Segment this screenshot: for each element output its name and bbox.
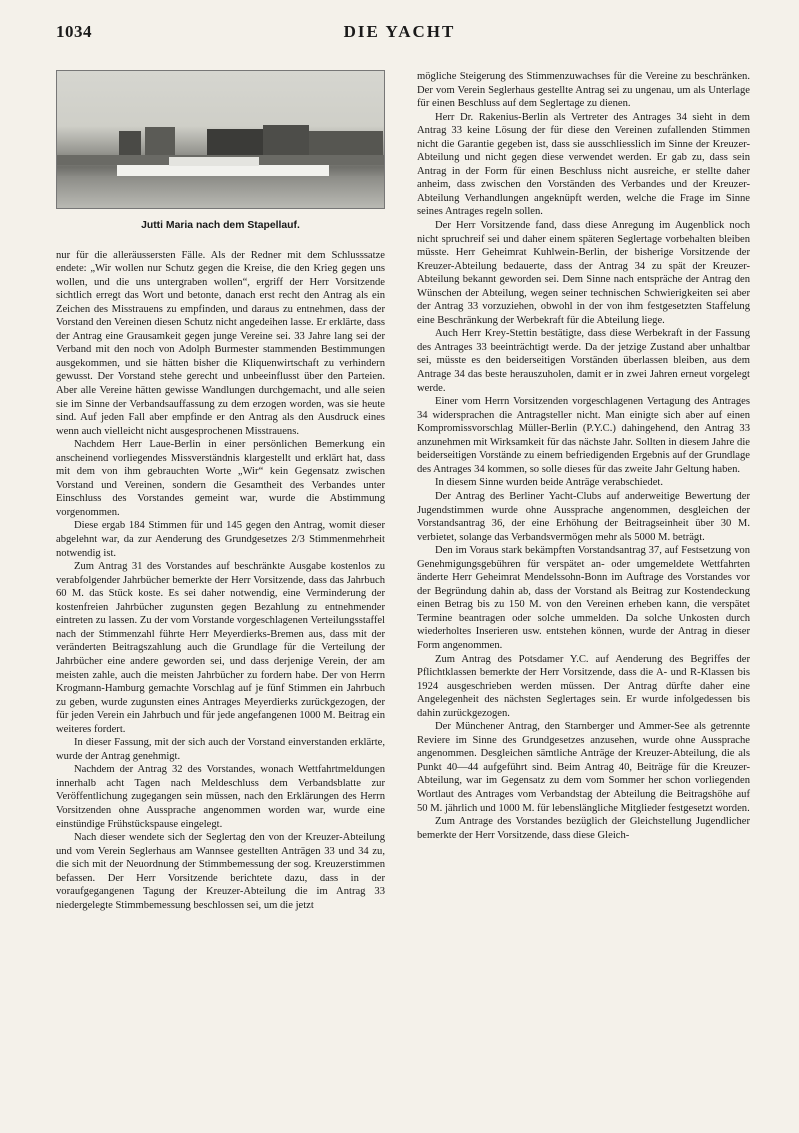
paragraph: Der Münchener Antrag, den Starnberger und Ammer-See als getrennte Reviere im Sinne des Grundgesetzes anzusehen, wurde ohne Aussprache angenommen. Desgleichen sämtliche Anträge der Kreuzer-Abteilung, die als Punkt 40—44 aufgeführt sind. Beim Antrag 40, Beiträge für die Kreuzer-Abteilung, war im Gegensatz zu dem vom Sommer her schon vorliegenden Wortlaut des Antrages vom Verbandstag der Abteilung die Beitragshöhe auf 50 M. jährlich und 1000 M. für lebenslängliche Mitglieder festgesetzt worden. xyxy=(417,721,750,814)
paragraph: Diese ergab 184 Stimmen für und 145 gegen den Antrag, womit dieser abgelehnt war, da zur Aenderung des Grundgesetzes 2/3 Stimmenmehrheit notwendig ist. xyxy=(56,520,385,559)
paragraph: Zum Antrag des Potsdamer Y.C. auf Aenderung des Begriffes der Pflichtklassen bemerkte der Herr Vorsitzende, dass die A- und R-Klassen bis 1924 ausgeschrieben werden müssen. Der Antrag dürfte daher eine Angelegenheit des nächsten Seglertages sein. Er wurde infolgedessen bis dahin zurückgezogen. xyxy=(417,653,750,719)
paragraph: Der Antrag des Berliner Yacht-Clubs auf anderweitige Bewertung der Jugendstimmen wurde ohne Aussprache angenommen, desgleichen der Vorstandsantrag 36, der eine Erhöhung der Beitragseinheit über 30 M. verbietet, solange das Verbandsvermögen mehr als 5000 M. beträgt. xyxy=(417,490,750,543)
left-column xyxy=(56,70,385,912)
paragraph: nur für die alleräussersten Fälle. Als der Redner mit dem Schlusssatze endete: „Wir wollen nur Schutz gegen die Kreise, die den Krieg gegen uns wollen, und die uns untergraben wollen“, ergriff der Herr Vorsitzende sichtlich erregt das Wort und betonte, danach erst recht den Antrag als ein Zeichen des Misstrauens zu empfinden, und daraus zu entnehmen, dass der Vorstand den Vereinen diesen Schutz nicht angedeihen lasse. Er erklärte, dass der Antrag eine Grausamkeit gegen junge Vereine sei. 33 Jahre lang sei der Verband mit den noch von Adolph Burmester stammenden Bestimmungen ausgekommen, und sie hätten bisher die Kliquenwirtschaft zu verhindern gewusst. Der Vorstand stehe gerecht und unbeeinflusst über den Parteien. Aber alle Vereine hätten gewisse Wandlungen durchgemacht, und alle seien sie im Sinne der Verbandsauffassung zu dem erzogen worden, was sie heute sind. Auf jeden Fall aber empfinde er den Antrag als den Ausdruck eines wenn auch vielleicht nicht ausgesprochenen Misstrauens. xyxy=(56,249,385,437)
right-column xyxy=(417,70,750,842)
paragraph: Nachdem Herr Laue-Berlin in einer persönlichen Bemerkung ein anscheinend vorliegendes Missverständnis klargestellt und erklärt hat, dass mit dem von ihm gebrauchten Worte „Wir“ kein Gegensatz zwischen Vorstand und Vereinen, sondern die Gesamtheit des Verbandes unter Einschluss des Vorstandes gemeint war, wurde die Abstimmung vorgenommen. xyxy=(56,439,385,518)
paragraph: Nach dieser wendete sich der Seglertag den von der Kreuzer-Abteilung und vom Verein Seglerhaus am Wannsee gestellten Anträgen 33 und 34 zu, die sich mit der Neuordnung der Stimmbemessung der sog. Kreuzerstimmen befassen. Der Herr Vorsitzende berichtete dazu, dass in der voraufgegangenen Tagung der Kreuzer-Abteilung die im Antrag 33 niedergelegte Stimmbemessung beschlossen sei, um die jetzt xyxy=(56,832,385,911)
paragraph: Den im Voraus stark bekämpften Vorstandsantrag 37, auf Festsetzung von Genehmigungsgebühren für verspätet an- oder umgemeldete Wettfahrten änderte Herr Geheimrat Mendelssohn-Bonn im Auftrage des Vorstandes vor der Begründung dahin ab, dass der Vorstand als Beitrag zur Kostendeckung einen Betrag bis zu 150 M. von den Vereinen erheben kann, die verspätet Termine beantragen oder solche ummelden. Da solche Unkosten durch wiederholtes Inserieren usw. entstehen können, wurde der Antrag in dieser Form angenommen. xyxy=(417,545,750,651)
paragraph: Der Herr Vorsitzende fand, dass diese Anregung im Augenblick noch nicht spruchreif sei und daher einem späteren Seglertage vorbehalten bleiben müsste. Herr Geheimrat Kuhlwein-Berlin, der bisherige Vorsitzende der Kreuzer-Abteilung bedauerte, dass der Antrag 34 zu spät der Kreuzer-Abteilung bekannt geworden sei. Dem Sinne nach entspräche der Antrag den Wünschen der Abteilung, wegen seiner technischen Schwierigkeiten sei aber der Antrag 33 vorzuziehen, obwohl in der von ihm festgesetzten Staffelung eine Beschränkung der Werbekraft für die Abteilung liege. xyxy=(417,220,750,326)
page-number: 1034 xyxy=(56,22,92,41)
figure-caption: Jutti Maria nach dem Stapellauf. xyxy=(141,220,300,231)
paragraph: Auch Herr Krey-Stettin bestätigte, dass diese Werbekraft in der Fassung des Antrages 33 beeinträchtigt werde. Da der jetzige Zustand aber unhaltbar sei, müsste es den beiderseitigen Vorständen überlassen bleiben, aus dem Antrage 34 das beste herauszuholen, damit er in zwei Jahren erneut vorgelegt werde. xyxy=(417,328,750,394)
paragraph: Einer vom Herrn Vorsitzenden vorgeschlagenen Vertagung des Antrages 34 widersprachen die Antragsteller nicht. Man einigte sich aber auf einen Kompromissvorschlag Müller-Berlin (P.Y.C.) dahingehend, den Antrag 33 anzunehmen mit Wirksamkeit für das nächste Jahr. Sollten in diesem Jahre die beiderseitigen Vorstände zu einem befriedigenden Ergebnis auf der Grundlage des Antrages 34 kommen, so solle dieses für das zweite Jahr Geltung haben. xyxy=(417,396,750,475)
paragraph: mögliche Steigerung des Stimmenzuwachses für die Vereine zu beschränken. Der vom Verein Seglerhaus gestellte Antrag sei zu ungenau, um als Unterlage für einen Beschluss auf dem Seglertage zu dienen. xyxy=(417,71,750,110)
yacht-photo xyxy=(56,70,385,209)
paragraph: Herr Dr. Rakenius-Berlin als Vertreter des Antrages 34 sieht in dem Antrag 33 keine Lösung der für diese den Vereinen zufallenden Stimmen nicht die Garantie gegeben ist, dass sie ausschliesslich im Sinne der Kreuzer-Abteilung und nicht gegen diese verwendet werden. Er gab zu, dass sein Antrag in der Form für einen Beschluss nicht ausreiche, er stellte daher anheim, dass zwischen den Vorständen des Verbandes und der Kreuzer-Abteilung Verhandlungen angeknüpft werden, welche die Frage im Sinne seines Antrages regeln sollen. xyxy=(417,111,750,218)
paragraph: In dieser Fassung, mit der sich auch der Vorstand einverstanden erklärte, wurde der Antrag genehmigt. xyxy=(56,737,385,762)
paragraph: Zum Antrage des Vorstandes bezüglich der Gleichstellung Jugendlicher bemerkte der Herr Vorsitzende, dass diese Gleich- xyxy=(417,816,750,841)
paragraph: In diesem Sinne wurden beide Anträge verabschiedet. xyxy=(435,477,663,489)
page-header-title: DIE YACHT xyxy=(343,22,456,41)
paragraph: Zum Antrag 31 des Vorstandes auf beschränkte Ausgabe kostenlos zu verabfolgender Jahrbücher bemerkte der Herr Vorsitzende, dass das Jahrbuch 60 M. das Stück koste. Es sei daher notwendig, eine Verminderung der kostenfreien Jahrbücher zugunsten gegen Bezahlung zu entnehmender eintreten zu lassen. Zu der vom Vorstande vorgeschlagenen Verteilungsstaffel nach der Stimmenzahl führte Herr Meyerdierks-Bremen aus, dass mit der veränderten Beitragszahlung auch die Grundlage für die Verteilung der Jahrbücher eine andere geworden sei, und dass derjenige Verein, der am meisten zahle, auch die meisten Jahrbücher zu fordern habe. Der von Herrn Krogmann-Hamburg gemachte Vorschlag auf je fünf Stimmen ein Jahrbuch zu geben, wurde zugunsten eines Antrages Meyerdierks zurückgezogen, der für jeden Verein ein Jahrbuch und für jede angefangenen 1000 M. Beitrag ein weiteres fordert. xyxy=(56,561,385,735)
paragraph: Nachdem der Antrag 32 des Vorstandes, wonach Wettfahrtmeldungen innerhalb acht Tagen nach Meldeschluss dem Verbandsblatte zur Veröffentlichung zugegangen sein müssen, nach den Erklärungen des Herrn Vorsitzenden ohne Aussprache angenommen worden war, wurde eine einstündige Frühstückspause eingelegt. xyxy=(56,764,385,830)
